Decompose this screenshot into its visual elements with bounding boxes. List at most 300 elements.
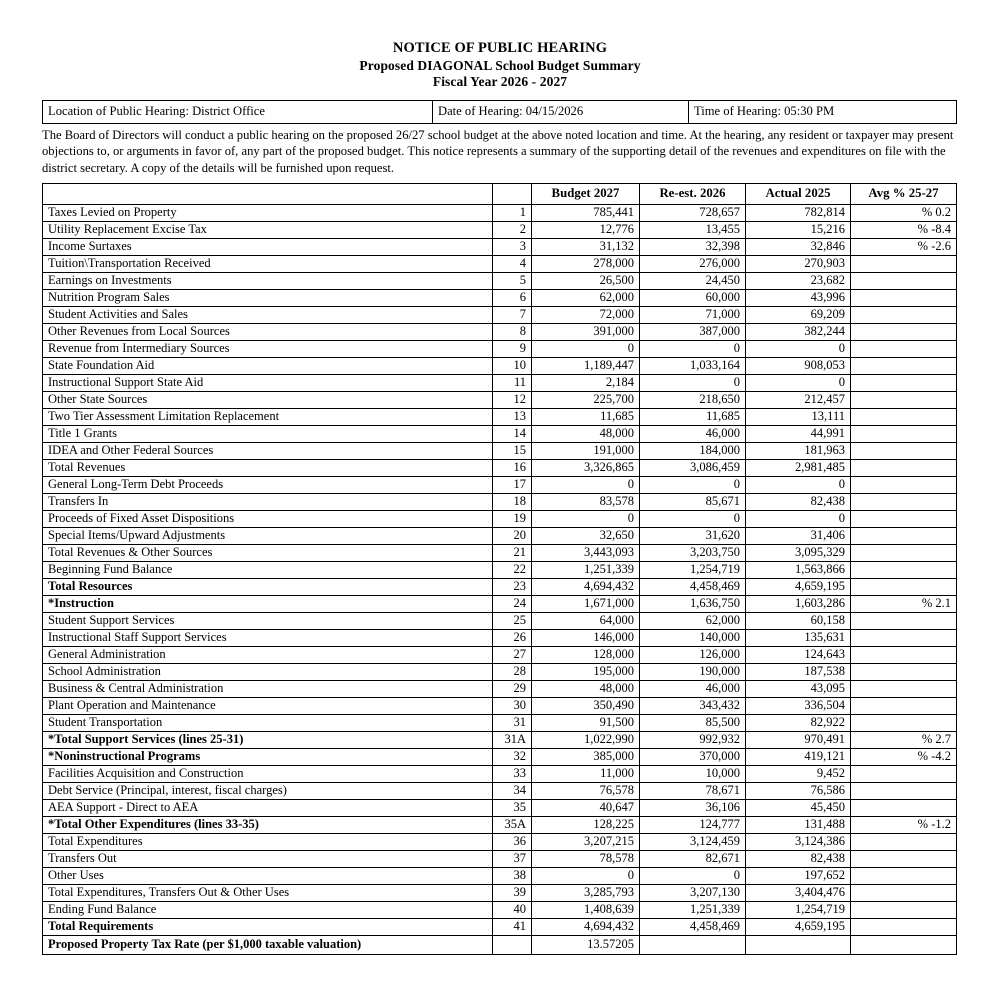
cell-actual-2025: 197,652 bbox=[746, 867, 851, 884]
table-row bbox=[43, 867, 957, 884]
table-row bbox=[43, 238, 957, 255]
cell-avg-pct bbox=[851, 646, 957, 663]
cell-reest-2026: 11,685 bbox=[640, 408, 746, 425]
table-row bbox=[43, 289, 957, 306]
hearing-info-table bbox=[42, 100, 957, 124]
table-row bbox=[43, 901, 957, 918]
row-line-number: 29 bbox=[493, 680, 532, 697]
cell-reest-2026: 0 bbox=[640, 374, 746, 391]
cell-avg-pct bbox=[851, 255, 957, 272]
cell-reest-2026: 10,000 bbox=[640, 765, 746, 782]
cell-actual-2025: 0 bbox=[746, 476, 851, 493]
row-label: Other Uses bbox=[43, 867, 493, 884]
cell-reest-2026: 24,450 bbox=[640, 272, 746, 289]
cell-reest-2026: 46,000 bbox=[640, 425, 746, 442]
cell-budget-2027: 72,000 bbox=[532, 306, 640, 323]
cell-avg-pct bbox=[851, 544, 957, 561]
cell-reest-2026: 32,398 bbox=[640, 238, 746, 255]
cell-reest-2026: 140,000 bbox=[640, 629, 746, 646]
cell-reest-2026: 71,000 bbox=[640, 306, 746, 323]
cell-avg-pct bbox=[851, 425, 957, 442]
cell-avg-pct bbox=[851, 782, 957, 799]
cell-avg-pct bbox=[851, 272, 957, 289]
table-row bbox=[43, 374, 957, 391]
cell-reest-2026: 31,620 bbox=[640, 527, 746, 544]
cell-avg-pct bbox=[851, 918, 957, 935]
cell-reest-2026: 0 bbox=[640, 867, 746, 884]
cell-actual-2025: 181,963 bbox=[746, 442, 851, 459]
cell-actual-2025: 82,438 bbox=[746, 493, 851, 510]
row-line-number: 21 bbox=[493, 544, 532, 561]
row-line-number: 7 bbox=[493, 306, 532, 323]
fiscal-year-label: Fiscal Year 2026 - 2027 bbox=[432, 74, 568, 90]
row-line-number: 23 bbox=[493, 578, 532, 595]
cell-actual-2025: 0 bbox=[746, 374, 851, 391]
table-row bbox=[43, 476, 957, 493]
cell-reest-2026: 3,207,130 bbox=[640, 884, 746, 901]
row-line-number: 28 bbox=[493, 663, 532, 680]
cell-avg-pct bbox=[851, 442, 957, 459]
cell-avg-pct bbox=[851, 765, 957, 782]
cell-budget-2027: 91,500 bbox=[532, 714, 640, 731]
table-row bbox=[43, 697, 957, 714]
cell-actual-2025: 4,659,195 bbox=[746, 578, 851, 595]
row-label: *Noninstructional Programs bbox=[43, 748, 493, 765]
row-line-number: 35A bbox=[493, 816, 532, 833]
cell-budget-2027: 3,285,793 bbox=[532, 884, 640, 901]
cell-reest-2026: 60,000 bbox=[640, 289, 746, 306]
row-line-number: 41 bbox=[493, 918, 532, 935]
row-line-number: 6 bbox=[493, 289, 532, 306]
row-line-number: 19 bbox=[493, 510, 532, 527]
cell-avg-pct: % -8.4 bbox=[851, 221, 957, 238]
cell-avg-pct bbox=[851, 493, 957, 510]
cell-budget-2027: 12,776 bbox=[532, 221, 640, 238]
table-row bbox=[43, 578, 957, 595]
table-row bbox=[43, 595, 957, 612]
table-row bbox=[43, 561, 957, 578]
cell-avg-pct bbox=[851, 408, 957, 425]
cell-avg-pct bbox=[851, 459, 957, 476]
row-line-number: 27 bbox=[493, 646, 532, 663]
column-header-line bbox=[493, 183, 532, 204]
cell-avg-pct bbox=[851, 476, 957, 493]
cell-actual-2025: 15,216 bbox=[746, 221, 851, 238]
cell-reest-2026: 0 bbox=[640, 340, 746, 357]
row-label: Total Requirements bbox=[43, 918, 493, 935]
row-label: Special Items/Upward Adjustments bbox=[43, 527, 493, 544]
cell-actual-2025: 270,903 bbox=[746, 255, 851, 272]
cell-reest-2026: 190,000 bbox=[640, 663, 746, 680]
table-row bbox=[43, 782, 957, 799]
cell-avg-pct bbox=[851, 901, 957, 918]
row-label: Taxes Levied on Property bbox=[43, 204, 493, 221]
table-row bbox=[43, 612, 957, 629]
row-line-number: 37 bbox=[493, 850, 532, 867]
row-line-number: 18 bbox=[493, 493, 532, 510]
row-line-number: 3 bbox=[493, 238, 532, 255]
row-line-number: 20 bbox=[493, 527, 532, 544]
cell-reest-2026: 370,000 bbox=[640, 748, 746, 765]
table-row bbox=[43, 714, 957, 731]
cell-avg-pct: % 2.1 bbox=[851, 595, 957, 612]
row-line-number: 8 bbox=[493, 323, 532, 340]
cell-actual-2025: 32,846 bbox=[746, 238, 851, 255]
cell-budget-2027: 1,251,339 bbox=[532, 561, 640, 578]
row-label: Nutrition Program Sales bbox=[43, 289, 493, 306]
row-label: Instructional Support State Aid bbox=[43, 374, 493, 391]
cell-reest-2026: 0 bbox=[640, 510, 746, 527]
row-label: School Administration bbox=[43, 663, 493, 680]
row-label: *Total Other Expenditures (lines 33-35) bbox=[43, 816, 493, 833]
cell-budget-2027: 146,000 bbox=[532, 629, 640, 646]
cell-budget-2027: 0 bbox=[532, 510, 640, 527]
cell-reest-2026: 3,124,459 bbox=[640, 833, 746, 850]
cell-budget-2027: 3,443,093 bbox=[532, 544, 640, 561]
cell-avg-pct bbox=[851, 867, 957, 884]
cell-budget-2027: 0 bbox=[532, 476, 640, 493]
table-header-row bbox=[43, 183, 957, 204]
cell-budget-2027: 64,000 bbox=[532, 612, 640, 629]
hearing-location: Location of Public Hearing: District Office bbox=[43, 100, 433, 123]
cell-actual-2025: 782,814 bbox=[746, 204, 851, 221]
cell-actual-2025: 131,488 bbox=[746, 816, 851, 833]
cell-actual-2025: 60,158 bbox=[746, 612, 851, 629]
row-label: *Total Support Services (lines 25-31) bbox=[43, 731, 493, 748]
cell-reest-2026: 46,000 bbox=[640, 680, 746, 697]
cell-budget-2027: 2,184 bbox=[532, 374, 640, 391]
cell-avg-pct: % -1.2 bbox=[851, 816, 957, 833]
budget-summary-table bbox=[42, 183, 957, 955]
cell-actual-2025: 23,682 bbox=[746, 272, 851, 289]
cell-budget-2027: 48,000 bbox=[532, 680, 640, 697]
cell-actual-2025: 82,438 bbox=[746, 850, 851, 867]
table-row bbox=[43, 935, 957, 954]
cell-budget-2027: 62,000 bbox=[532, 289, 640, 306]
row-line-number: 40 bbox=[493, 901, 532, 918]
cell-budget-2027: 83,578 bbox=[532, 493, 640, 510]
row-label: Other State Sources bbox=[43, 391, 493, 408]
cell-actual-2025: 419,121 bbox=[746, 748, 851, 765]
cell-budget-2027: 4,694,432 bbox=[532, 918, 640, 935]
row-line-number: 17 bbox=[493, 476, 532, 493]
cell-actual-2025: 3,095,329 bbox=[746, 544, 851, 561]
cell-reest-2026: 992,932 bbox=[640, 731, 746, 748]
cell-reest-2026: 126,000 bbox=[640, 646, 746, 663]
cell-budget-2027: 350,490 bbox=[532, 697, 640, 714]
row-label: Transfers In bbox=[43, 493, 493, 510]
cell-budget-2027: 76,578 bbox=[532, 782, 640, 799]
row-label: Total Revenues bbox=[43, 459, 493, 476]
row-label: Instructional Staff Support Services bbox=[43, 629, 493, 646]
cell-actual-2025: 82,922 bbox=[746, 714, 851, 731]
cell-budget-2027: 48,000 bbox=[532, 425, 640, 442]
table-row bbox=[43, 765, 957, 782]
cell-actual-2025: 13,111 bbox=[746, 408, 851, 425]
column-header-actual-2025: Actual 2025 bbox=[746, 183, 851, 204]
cell-reest-2026: 85,671 bbox=[640, 493, 746, 510]
row-line-number: 10 bbox=[493, 357, 532, 374]
row-label: Plant Operation and Maintenance bbox=[43, 697, 493, 714]
cell-actual-2025: 908,053 bbox=[746, 357, 851, 374]
row-label: *Instruction bbox=[43, 595, 493, 612]
cell-budget-2027: 40,647 bbox=[532, 799, 640, 816]
cell-actual-2025: 1,603,286 bbox=[746, 595, 851, 612]
row-line-number: 2 bbox=[493, 221, 532, 238]
row-label: Student Transportation bbox=[43, 714, 493, 731]
row-label: Revenue from Intermediary Sources bbox=[43, 340, 493, 357]
cell-budget-2027: 26,500 bbox=[532, 272, 640, 289]
cell-actual-2025: 0 bbox=[746, 510, 851, 527]
cell-reest-2026: 728,657 bbox=[640, 204, 746, 221]
table-row bbox=[43, 850, 957, 867]
cell-avg-pct bbox=[851, 510, 957, 527]
table-row bbox=[43, 510, 957, 527]
cell-reest-2026: 184,000 bbox=[640, 442, 746, 459]
cell-actual-2025: 4,659,195 bbox=[746, 918, 851, 935]
table-row bbox=[43, 221, 957, 238]
cell-actual-2025: 336,504 bbox=[746, 697, 851, 714]
notice-paragraph: The Board of Directors will conduct a public hearing on the proposed 26/27 school budget at the above noted location and time. At the hearing, any resident or taxpayer may present objections to, or arguments in favor of, any part of the proposed budget. This notice represents a summary of the supporting detail of the revenues and expenditures on file with the district secretary. A copy of the details will be furnished upon request. bbox=[42, 127, 954, 176]
hearing-date: Date of Hearing: 04/15/2026 bbox=[433, 100, 689, 123]
cell-reest-2026: 1,636,750 bbox=[640, 595, 746, 612]
cell-actual-2025: 43,095 bbox=[746, 680, 851, 697]
row-line-number: 22 bbox=[493, 561, 532, 578]
cell-reest-2026: 0 bbox=[640, 476, 746, 493]
row-line-number: 13 bbox=[493, 408, 532, 425]
row-label: Facilities Acquisition and Construction bbox=[43, 765, 493, 782]
cell-avg-pct bbox=[851, 680, 957, 697]
cell-reest-2026: 85,500 bbox=[640, 714, 746, 731]
table-row bbox=[43, 493, 957, 510]
cell-actual-2025 bbox=[746, 935, 851, 954]
table-row bbox=[43, 357, 957, 374]
cell-avg-pct bbox=[851, 663, 957, 680]
cell-actual-2025: 135,631 bbox=[746, 629, 851, 646]
cell-actual-2025: 124,643 bbox=[746, 646, 851, 663]
row-label: Two Tier Assessment Limitation Replacement bbox=[43, 408, 493, 425]
table-row bbox=[43, 884, 957, 901]
row-line-number: 25 bbox=[493, 612, 532, 629]
row-label: Earnings on Investments bbox=[43, 272, 493, 289]
cell-actual-2025: 45,450 bbox=[746, 799, 851, 816]
cell-reest-2026: 4,458,469 bbox=[640, 578, 746, 595]
cell-avg-pct: % -4.2 bbox=[851, 748, 957, 765]
table-row bbox=[43, 425, 957, 442]
cell-actual-2025: 69,209 bbox=[746, 306, 851, 323]
budget-summary-table-wrapper bbox=[42, 183, 956, 955]
cell-avg-pct bbox=[851, 561, 957, 578]
table-row bbox=[43, 408, 957, 425]
cell-actual-2025: 0 bbox=[746, 340, 851, 357]
table-row bbox=[43, 629, 957, 646]
row-line-number: 31A bbox=[493, 731, 532, 748]
row-label: Beginning Fund Balance bbox=[43, 561, 493, 578]
cell-avg-pct bbox=[851, 629, 957, 646]
row-line-number: 31 bbox=[493, 714, 532, 731]
cell-avg-pct bbox=[851, 357, 957, 374]
row-label: Total Expenditures bbox=[43, 833, 493, 850]
table-row bbox=[43, 748, 957, 765]
table-row bbox=[43, 918, 957, 935]
column-header-label bbox=[43, 183, 493, 204]
row-label: Transfers Out bbox=[43, 850, 493, 867]
cell-budget-2027: 1,671,000 bbox=[532, 595, 640, 612]
cell-avg-pct bbox=[851, 697, 957, 714]
table-row bbox=[43, 204, 957, 221]
cell-reest-2026: 78,671 bbox=[640, 782, 746, 799]
column-header-budget-2027: Budget 2027 bbox=[532, 183, 640, 204]
row-line-number: 34 bbox=[493, 782, 532, 799]
cell-actual-2025: 970,491 bbox=[746, 731, 851, 748]
cell-budget-2027: 191,000 bbox=[532, 442, 640, 459]
row-label: Proceeds of Fixed Asset Dispositions bbox=[43, 510, 493, 527]
document-title-block bbox=[0, 0, 1000, 91]
row-label: Business & Central Administration bbox=[43, 680, 493, 697]
cell-budget-2027: 3,207,215 bbox=[532, 833, 640, 850]
row-line-number: 15 bbox=[493, 442, 532, 459]
row-line-number: 35 bbox=[493, 799, 532, 816]
cell-actual-2025: 3,404,476 bbox=[746, 884, 851, 901]
row-line-number: 26 bbox=[493, 629, 532, 646]
cell-avg-pct bbox=[851, 374, 957, 391]
cell-actual-2025: 2,981,485 bbox=[746, 459, 851, 476]
table-row bbox=[43, 272, 957, 289]
cell-reest-2026 bbox=[640, 935, 746, 954]
row-line-number bbox=[493, 935, 532, 954]
cell-budget-2027: 195,000 bbox=[532, 663, 640, 680]
cell-budget-2027: 1,189,447 bbox=[532, 357, 640, 374]
row-label: Total Revenues & Other Sources bbox=[43, 544, 493, 561]
cell-actual-2025: 76,586 bbox=[746, 782, 851, 799]
cell-reest-2026: 124,777 bbox=[640, 816, 746, 833]
row-line-number: 4 bbox=[493, 255, 532, 272]
row-line-number: 39 bbox=[493, 884, 532, 901]
table-row bbox=[43, 833, 957, 850]
cell-budget-2027: 225,700 bbox=[532, 391, 640, 408]
row-line-number: 5 bbox=[493, 272, 532, 289]
row-label: General Administration bbox=[43, 646, 493, 663]
row-label: State Foundation Aid bbox=[43, 357, 493, 374]
cell-reest-2026: 1,254,719 bbox=[640, 561, 746, 578]
row-label: General Long-Term Debt Proceeds bbox=[43, 476, 493, 493]
cell-budget-2027: 128,225 bbox=[532, 816, 640, 833]
row-label: Total Expenditures, Transfers Out & Other Uses bbox=[43, 884, 493, 901]
row-label: Debt Service (Principal, interest, fiscal charges) bbox=[43, 782, 493, 799]
table-row bbox=[43, 391, 957, 408]
cell-avg-pct bbox=[851, 527, 957, 544]
cell-avg-pct: % 0.2 bbox=[851, 204, 957, 221]
cell-budget-2027: 11,000 bbox=[532, 765, 640, 782]
row-line-number: 1 bbox=[493, 204, 532, 221]
cell-actual-2025: 212,457 bbox=[746, 391, 851, 408]
cell-avg-pct: % 2.7 bbox=[851, 731, 957, 748]
row-line-number: 36 bbox=[493, 833, 532, 850]
row-label: Title 1 Grants bbox=[43, 425, 493, 442]
cell-budget-2027: 1,408,639 bbox=[532, 901, 640, 918]
row-label: Proposed Property Tax Rate (per $1,000 taxable valuation) bbox=[43, 935, 493, 954]
cell-reest-2026: 1,251,339 bbox=[640, 901, 746, 918]
cell-reest-2026: 3,086,459 bbox=[640, 459, 746, 476]
cell-actual-2025: 382,244 bbox=[746, 323, 851, 340]
cell-actual-2025: 44,991 bbox=[746, 425, 851, 442]
cell-actual-2025: 1,563,866 bbox=[746, 561, 851, 578]
cell-avg-pct bbox=[851, 612, 957, 629]
row-label: Ending Fund Balance bbox=[43, 901, 493, 918]
row-line-number: 30 bbox=[493, 697, 532, 714]
row-line-number: 32 bbox=[493, 748, 532, 765]
table-row bbox=[43, 527, 957, 544]
cell-actual-2025: 1,254,719 bbox=[746, 901, 851, 918]
cell-budget-2027: 391,000 bbox=[532, 323, 640, 340]
cell-avg-pct bbox=[851, 833, 957, 850]
row-label: Tuition\Transportation Received bbox=[43, 255, 493, 272]
cell-reest-2026: 276,000 bbox=[640, 255, 746, 272]
cell-avg-pct bbox=[851, 306, 957, 323]
cell-avg-pct bbox=[851, 323, 957, 340]
cell-reest-2026: 36,106 bbox=[640, 799, 746, 816]
document-subtitle: Proposed DIAGONAL School Budget Summary bbox=[359, 57, 641, 73]
cell-avg-pct bbox=[851, 799, 957, 816]
cell-budget-2027: 4,694,432 bbox=[532, 578, 640, 595]
cell-reest-2026: 343,432 bbox=[640, 697, 746, 714]
cell-budget-2027: 278,000 bbox=[532, 255, 640, 272]
table-row bbox=[43, 459, 957, 476]
table-row bbox=[43, 731, 957, 748]
table-row bbox=[43, 340, 957, 357]
row-line-number: 33 bbox=[493, 765, 532, 782]
cell-actual-2025: 187,538 bbox=[746, 663, 851, 680]
cell-budget-2027: 0 bbox=[532, 867, 640, 884]
cell-avg-pct bbox=[851, 884, 957, 901]
hearing-info-row bbox=[43, 100, 957, 123]
table-header bbox=[43, 183, 957, 204]
hearing-time: Time of Hearing: 05:30 PM bbox=[689, 100, 957, 123]
cell-budget-2027: 1,022,990 bbox=[532, 731, 640, 748]
cell-actual-2025: 3,124,386 bbox=[746, 833, 851, 850]
cell-budget-2027: 11,685 bbox=[532, 408, 640, 425]
cell-budget-2027: 385,000 bbox=[532, 748, 640, 765]
cell-actual-2025: 9,452 bbox=[746, 765, 851, 782]
row-line-number: 16 bbox=[493, 459, 532, 476]
table-row bbox=[43, 646, 957, 663]
cell-avg-pct: % -2.6 bbox=[851, 238, 957, 255]
row-line-number: 24 bbox=[493, 595, 532, 612]
cell-reest-2026: 13,455 bbox=[640, 221, 746, 238]
hearing-info-bar bbox=[42, 100, 956, 124]
row-label: Utility Replacement Excise Tax bbox=[43, 221, 493, 238]
page-title: NOTICE OF PUBLIC HEARING bbox=[392, 40, 608, 56]
row-label: Student Support Services bbox=[43, 612, 493, 629]
row-line-number: 11 bbox=[493, 374, 532, 391]
row-label: AEA Support - Direct to AEA bbox=[43, 799, 493, 816]
cell-avg-pct bbox=[851, 578, 957, 595]
cell-avg-pct bbox=[851, 391, 957, 408]
cell-reest-2026: 82,671 bbox=[640, 850, 746, 867]
cell-avg-pct bbox=[851, 289, 957, 306]
row-line-number: 38 bbox=[493, 867, 532, 884]
cell-reest-2026: 62,000 bbox=[640, 612, 746, 629]
table-row bbox=[43, 663, 957, 680]
table-body bbox=[43, 204, 957, 954]
table-row bbox=[43, 306, 957, 323]
cell-avg-pct bbox=[851, 850, 957, 867]
table-row bbox=[43, 442, 957, 459]
row-label: Income Surtaxes bbox=[43, 238, 493, 255]
row-label: Total Resources bbox=[43, 578, 493, 595]
cell-budget-2027: 128,000 bbox=[532, 646, 640, 663]
cell-avg-pct bbox=[851, 935, 957, 954]
